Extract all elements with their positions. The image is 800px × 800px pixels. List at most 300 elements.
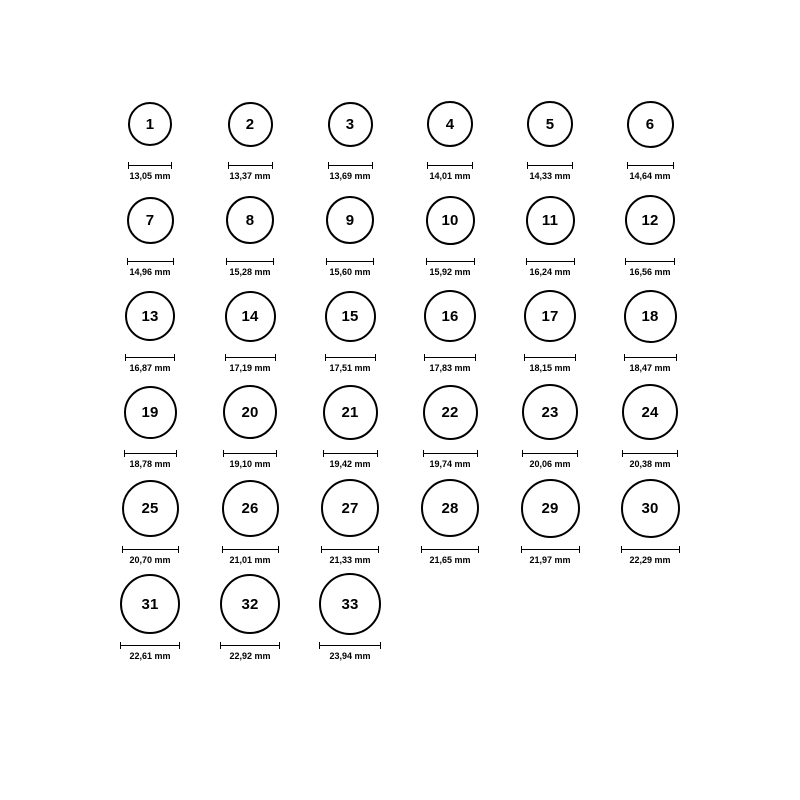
dimension-cap-left bbox=[521, 546, 522, 553]
dimension-cap-right bbox=[378, 546, 379, 553]
ring-dimension-group bbox=[300, 546, 400, 565]
ring-diameter-label: 16,56 mm bbox=[629, 267, 671, 277]
dimension-line-icon bbox=[321, 546, 379, 553]
dimension-cap-left bbox=[622, 450, 623, 457]
dimension-cap-right bbox=[272, 162, 273, 169]
ring-diameter-label: 16,87 mm bbox=[129, 363, 171, 373]
dimension-cap-left bbox=[423, 450, 424, 457]
dimension-bar bbox=[321, 549, 379, 550]
dimension-cap-left bbox=[321, 546, 322, 553]
ring-size-number: 27 bbox=[341, 499, 359, 517]
ring-size-cell bbox=[400, 88, 500, 184]
dimension-cap-right bbox=[377, 450, 378, 457]
ring-circle-wrap bbox=[421, 472, 479, 544]
ring-circle-wrap bbox=[522, 376, 578, 448]
ring-size-cell bbox=[500, 376, 600, 472]
ring-dimension-group bbox=[400, 258, 500, 277]
ring-circle bbox=[426, 196, 475, 245]
ring-circle bbox=[226, 196, 274, 244]
dimension-cap-left bbox=[319, 642, 320, 649]
ring-dimension-group bbox=[200, 354, 300, 373]
dimension-cap-left bbox=[128, 162, 129, 169]
dimension-cap-left bbox=[122, 546, 123, 553]
ring-size-number: 14 bbox=[241, 307, 259, 325]
dimension-cap-left bbox=[222, 546, 223, 553]
dimension-cap-left bbox=[328, 162, 329, 169]
dimension-cap-right bbox=[179, 642, 180, 649]
ring-dimension-group bbox=[600, 450, 700, 469]
ring-dimension-group bbox=[200, 258, 300, 277]
ring-dimension-group bbox=[300, 450, 400, 469]
ring-size-number: 31 bbox=[141, 595, 159, 613]
dimension-line-icon bbox=[426, 258, 475, 265]
ring-size-cell bbox=[300, 376, 400, 472]
ring-circle bbox=[223, 385, 277, 439]
dimension-cap-right bbox=[574, 258, 575, 265]
ring-size-cell bbox=[100, 280, 200, 376]
dimension-line-icon bbox=[120, 642, 180, 649]
ring-size-cell bbox=[200, 568, 300, 664]
dimension-cap-left bbox=[125, 354, 126, 361]
ring-diameter-label: 19,74 mm bbox=[429, 459, 471, 469]
ring-size-number: 1 bbox=[145, 115, 155, 133]
ring-size-number: 32 bbox=[241, 595, 259, 613]
ring-size-number: 22 bbox=[441, 403, 459, 421]
ring-circle-wrap bbox=[325, 280, 376, 352]
ring-size-number: 25 bbox=[141, 499, 159, 517]
ring-circle bbox=[524, 290, 576, 342]
ring-diameter-label: 20,38 mm bbox=[629, 459, 671, 469]
ring-diameter-label: 15,92 mm bbox=[429, 267, 471, 277]
dimension-bar bbox=[625, 261, 675, 262]
ring-size-cell bbox=[100, 88, 200, 184]
dimension-bar bbox=[427, 165, 473, 166]
ring-circle bbox=[624, 290, 677, 343]
ring-dimension-group bbox=[100, 642, 200, 661]
ring-size-number: 33 bbox=[341, 595, 359, 613]
ring-diameter-label: 14,33 mm bbox=[529, 171, 571, 181]
ring-size-cell bbox=[600, 184, 700, 280]
ring-circle-wrap bbox=[624, 280, 677, 352]
ring-size-number: 26 bbox=[241, 499, 259, 517]
dimension-cap-right bbox=[674, 258, 675, 265]
ring-size-number: 21 bbox=[341, 403, 359, 421]
dimension-cap-left bbox=[226, 258, 227, 265]
ring-circle bbox=[120, 574, 180, 634]
ring-dimension-group bbox=[300, 642, 400, 661]
ring-circle bbox=[220, 574, 280, 634]
dimension-bar bbox=[128, 165, 172, 166]
ring-size-number: 10 bbox=[441, 211, 459, 229]
ring-size-number: 12 bbox=[641, 211, 659, 229]
dimension-bar bbox=[222, 549, 279, 550]
ring-diameter-label: 21,65 mm bbox=[429, 555, 471, 565]
dimension-cap-right bbox=[474, 258, 475, 265]
ring-diameter-label: 14,96 mm bbox=[129, 267, 171, 277]
ring-dimension-group bbox=[400, 546, 500, 565]
ring-dimension-group bbox=[300, 258, 400, 277]
dimension-cap-right bbox=[373, 258, 374, 265]
dimension-line-icon bbox=[625, 258, 675, 265]
ring-circle-wrap bbox=[521, 472, 580, 544]
ring-dimension-group bbox=[500, 162, 600, 181]
ring-size-number: 15 bbox=[341, 307, 359, 325]
ring-dimension-group bbox=[600, 162, 700, 181]
ring-diameter-label: 20,06 mm bbox=[529, 459, 571, 469]
ring-circle bbox=[124, 386, 177, 439]
ring-size-cell bbox=[100, 472, 200, 568]
dimension-cap-right bbox=[276, 450, 277, 457]
ring-size-number: 24 bbox=[641, 403, 659, 421]
ring-dimension-group bbox=[600, 354, 700, 373]
ring-dimension-group bbox=[200, 162, 300, 181]
ring-size-number: 29 bbox=[541, 499, 559, 517]
dimension-line-icon bbox=[125, 354, 175, 361]
ring-size-cell bbox=[300, 184, 400, 280]
ring-diameter-label: 22,92 mm bbox=[229, 651, 271, 661]
ring-diameter-label: 13,05 mm bbox=[129, 171, 171, 181]
ring-size-number: 6 bbox=[645, 115, 655, 133]
dimension-cap-right bbox=[275, 354, 276, 361]
dimension-cap-right bbox=[575, 354, 576, 361]
dimension-cap-left bbox=[426, 258, 427, 265]
ring-circle-wrap bbox=[426, 184, 475, 256]
dimension-cap-right bbox=[380, 642, 381, 649]
ring-circle bbox=[122, 480, 179, 537]
dimension-cap-left bbox=[527, 162, 528, 169]
ring-circle bbox=[128, 102, 172, 146]
ring-circle-wrap bbox=[228, 88, 273, 160]
dimension-cap-left bbox=[625, 258, 626, 265]
ring-dimension-group bbox=[500, 354, 600, 373]
dimension-cap-left bbox=[127, 258, 128, 265]
dimension-line-icon bbox=[526, 258, 575, 265]
ring-circle-wrap bbox=[527, 88, 573, 160]
ring-size-cell bbox=[300, 568, 400, 664]
ring-circle bbox=[625, 195, 675, 245]
ring-size-cell bbox=[200, 376, 300, 472]
dimension-cap-left bbox=[220, 642, 221, 649]
ring-size-number: 7 bbox=[145, 211, 155, 229]
dimension-line-icon bbox=[222, 546, 279, 553]
ring-circle-wrap bbox=[319, 568, 381, 640]
ring-circle-wrap bbox=[321, 472, 379, 544]
dimension-line-icon bbox=[127, 258, 174, 265]
dimension-cap-left bbox=[621, 546, 622, 553]
ring-circle bbox=[325, 291, 376, 342]
ring-size-cell bbox=[600, 280, 700, 376]
ring-circle-wrap bbox=[622, 376, 678, 448]
dimension-bar bbox=[325, 357, 376, 358]
dimension-line-icon bbox=[323, 450, 378, 457]
dimension-line-icon bbox=[128, 162, 172, 169]
dimension-line-icon bbox=[521, 546, 580, 553]
dimension-bar bbox=[521, 549, 580, 550]
ring-circle bbox=[125, 291, 175, 341]
ring-dimension-group bbox=[200, 642, 300, 661]
dimension-cap-right bbox=[171, 162, 172, 169]
ring-size-cell bbox=[300, 280, 400, 376]
dimension-line-icon bbox=[524, 354, 576, 361]
dimension-bar bbox=[319, 645, 381, 646]
dimension-bar bbox=[627, 165, 674, 166]
dimension-bar bbox=[522, 453, 578, 454]
ring-circle-wrap bbox=[120, 568, 180, 640]
ring-diameter-label: 19,42 mm bbox=[329, 459, 371, 469]
dimension-cap-left bbox=[624, 354, 625, 361]
dimension-line-icon bbox=[124, 450, 177, 457]
ring-size-cell bbox=[600, 376, 700, 472]
ring-circle-wrap bbox=[124, 376, 177, 448]
ring-diameter-label: 14,01 mm bbox=[429, 171, 471, 181]
ring-diameter-label: 17,83 mm bbox=[429, 363, 471, 373]
ring-dimension-group bbox=[100, 258, 200, 277]
dimension-cap-right bbox=[677, 450, 678, 457]
ring-size-cell bbox=[400, 472, 500, 568]
ring-diameter-label: 17,51 mm bbox=[329, 363, 371, 373]
dimension-cap-left bbox=[421, 546, 422, 553]
ring-circle bbox=[622, 384, 678, 440]
ring-size-number: 18 bbox=[641, 307, 659, 325]
ring-size-cell bbox=[100, 376, 200, 472]
ring-circle bbox=[127, 197, 174, 244]
dimension-bar bbox=[225, 357, 276, 358]
ring-dimension-group bbox=[400, 162, 500, 181]
ring-dimension-group bbox=[300, 162, 400, 181]
ring-size-number: 9 bbox=[345, 211, 355, 229]
ring-circle-wrap bbox=[621, 472, 680, 544]
ring-circle-wrap bbox=[526, 184, 575, 256]
dimension-bar bbox=[326, 261, 374, 262]
dimension-cap-right bbox=[278, 546, 279, 553]
ring-circle bbox=[228, 102, 273, 147]
ring-circle-wrap bbox=[225, 280, 276, 352]
ring-size-number: 30 bbox=[641, 499, 659, 517]
ring-diameter-label: 23,94 mm bbox=[329, 651, 371, 661]
ring-diameter-label: 18,15 mm bbox=[529, 363, 571, 373]
ring-circle bbox=[527, 101, 573, 147]
ring-circle-wrap bbox=[423, 376, 478, 448]
dimension-cap-left bbox=[228, 162, 229, 169]
ring-size-cell bbox=[600, 472, 700, 568]
ring-circle-wrap bbox=[122, 472, 179, 544]
dimension-line-icon bbox=[228, 162, 273, 169]
ring-circle-wrap bbox=[127, 184, 174, 256]
dimension-cap-right bbox=[676, 354, 677, 361]
dimension-cap-right bbox=[176, 450, 177, 457]
ring-diameter-label: 19,10 mm bbox=[229, 459, 271, 469]
ring-size-cell bbox=[100, 184, 200, 280]
dimension-cap-left bbox=[225, 354, 226, 361]
ring-size-cell bbox=[200, 280, 300, 376]
ring-circle bbox=[225, 291, 276, 342]
ring-circle bbox=[326, 196, 374, 244]
ring-circle-wrap bbox=[128, 88, 172, 160]
ring-circle-wrap bbox=[326, 184, 374, 256]
dimension-line-icon bbox=[325, 354, 376, 361]
dimension-cap-left bbox=[427, 162, 428, 169]
dimension-cap-left bbox=[124, 450, 125, 457]
dimension-line-icon bbox=[328, 162, 373, 169]
ring-diameter-label: 13,37 mm bbox=[229, 171, 271, 181]
ring-size-cell bbox=[300, 88, 400, 184]
dimension-bar bbox=[526, 261, 575, 262]
dimension-cap-left bbox=[120, 642, 121, 649]
dimension-line-icon bbox=[424, 354, 476, 361]
dimension-line-icon bbox=[220, 642, 280, 649]
dimension-bar bbox=[120, 645, 180, 646]
ring-size-number: 17 bbox=[541, 307, 559, 325]
dimension-cap-left bbox=[627, 162, 628, 169]
ring-circle bbox=[323, 385, 378, 440]
dimension-cap-right bbox=[478, 546, 479, 553]
ring-diameter-label: 15,28 mm bbox=[229, 267, 271, 277]
dimension-cap-left bbox=[325, 354, 326, 361]
dimension-cap-right bbox=[173, 258, 174, 265]
dimension-cap-left bbox=[424, 354, 425, 361]
ring-circle-wrap bbox=[328, 88, 373, 160]
ring-circle bbox=[521, 479, 580, 538]
ring-diameter-label: 20,70 mm bbox=[129, 555, 171, 565]
dimension-cap-left bbox=[323, 450, 324, 457]
dimension-bar bbox=[220, 645, 280, 646]
dimension-bar bbox=[328, 165, 373, 166]
dimension-cap-right bbox=[273, 258, 274, 265]
dimension-bar bbox=[524, 357, 576, 358]
dimension-bar bbox=[127, 261, 174, 262]
dimension-cap-left bbox=[522, 450, 523, 457]
dimension-line-icon bbox=[427, 162, 473, 169]
dimension-cap-left bbox=[524, 354, 525, 361]
ring-size-number: 2 bbox=[245, 115, 255, 133]
dimension-cap-right bbox=[577, 450, 578, 457]
ring-size-number: 11 bbox=[541, 211, 559, 229]
ring-circle-wrap bbox=[625, 184, 675, 256]
ring-size-cell bbox=[100, 568, 200, 664]
dimension-line-icon bbox=[527, 162, 573, 169]
ring-circle-wrap bbox=[223, 376, 277, 448]
dimension-cap-right bbox=[679, 546, 680, 553]
dimension-cap-right bbox=[178, 546, 179, 553]
dimension-line-icon bbox=[326, 258, 374, 265]
ring-dimension-group bbox=[500, 546, 600, 565]
dimension-line-icon bbox=[226, 258, 274, 265]
ring-diameter-label: 22,61 mm bbox=[129, 651, 171, 661]
dimension-bar bbox=[621, 549, 680, 550]
ring-circle bbox=[423, 385, 478, 440]
dimension-line-icon bbox=[421, 546, 479, 553]
dimension-cap-right bbox=[673, 162, 674, 169]
dimension-cap-right bbox=[477, 450, 478, 457]
dimension-line-icon bbox=[423, 450, 478, 457]
dimension-cap-right bbox=[472, 162, 473, 169]
ring-diameter-label: 22,29 mm bbox=[629, 555, 671, 565]
ring-dimension-group bbox=[200, 546, 300, 565]
dimension-cap-right bbox=[279, 642, 280, 649]
ring-size-cell bbox=[400, 184, 500, 280]
dimension-bar bbox=[624, 357, 677, 358]
ring-size-number: 8 bbox=[245, 211, 255, 229]
dimension-cap-right bbox=[572, 162, 573, 169]
ring-dimension-group bbox=[200, 450, 300, 469]
dimension-line-icon bbox=[621, 546, 680, 553]
dimension-bar bbox=[223, 453, 277, 454]
ring-circle-wrap bbox=[226, 184, 274, 256]
ring-circle bbox=[621, 479, 680, 538]
ring-diameter-label: 14,64 mm bbox=[629, 171, 671, 181]
dimension-bar bbox=[527, 165, 573, 166]
ring-size-cell bbox=[200, 184, 300, 280]
ring-size-cell bbox=[500, 472, 600, 568]
dimension-bar bbox=[424, 357, 476, 358]
ring-diameter-label: 21,97 mm bbox=[529, 555, 571, 565]
ring-diameter-label: 16,24 mm bbox=[529, 267, 571, 277]
ring-diameter-label: 15,60 mm bbox=[329, 267, 371, 277]
dimension-cap-right bbox=[174, 354, 175, 361]
dimension-bar bbox=[226, 261, 274, 262]
dimension-line-icon bbox=[622, 450, 678, 457]
dimension-bar bbox=[421, 549, 479, 550]
ring-size-number: 3 bbox=[345, 115, 355, 133]
dimension-line-icon bbox=[319, 642, 381, 649]
ring-size-number: 20 bbox=[241, 403, 259, 421]
ring-circle bbox=[328, 102, 373, 147]
ring-size-cell bbox=[500, 280, 600, 376]
ring-diameter-label: 17,19 mm bbox=[229, 363, 271, 373]
ring-dimension-group bbox=[100, 546, 200, 565]
ring-circle bbox=[321, 479, 379, 537]
dimension-line-icon bbox=[627, 162, 674, 169]
ring-dimension-group bbox=[600, 546, 700, 565]
ring-dimension-group bbox=[600, 258, 700, 277]
dimension-cap-right bbox=[579, 546, 580, 553]
ring-circle bbox=[522, 384, 578, 440]
ring-size-number: 13 bbox=[141, 307, 159, 325]
dimension-line-icon bbox=[122, 546, 179, 553]
ring-dimension-group bbox=[400, 354, 500, 373]
ring-circle bbox=[427, 101, 473, 147]
ring-dimension-group bbox=[100, 354, 200, 373]
dimension-cap-right bbox=[375, 354, 376, 361]
ring-diameter-label: 18,78 mm bbox=[129, 459, 171, 469]
dimension-bar bbox=[124, 453, 177, 454]
ring-circle-wrap bbox=[220, 568, 280, 640]
ring-size-cell bbox=[500, 184, 600, 280]
dimension-bar bbox=[323, 453, 378, 454]
ring-circle-wrap bbox=[524, 280, 576, 352]
ring-circle bbox=[526, 196, 575, 245]
ring-circle-wrap bbox=[125, 280, 175, 352]
dimension-bar bbox=[423, 453, 478, 454]
ring-circle bbox=[421, 479, 479, 537]
ring-diameter-label: 21,01 mm bbox=[229, 555, 271, 565]
dimension-bar bbox=[622, 453, 678, 454]
dimension-line-icon bbox=[624, 354, 677, 361]
dimension-bar bbox=[122, 549, 179, 550]
dimension-cap-left bbox=[526, 258, 527, 265]
ring-circle-wrap bbox=[627, 88, 674, 160]
ring-size-cell bbox=[400, 376, 500, 472]
ring-size-cell bbox=[200, 88, 300, 184]
dimension-bar bbox=[426, 261, 475, 262]
ring-dimension-group bbox=[400, 450, 500, 469]
dimension-cap-left bbox=[326, 258, 327, 265]
ring-size-number: 19 bbox=[141, 403, 159, 421]
ring-size-cell bbox=[300, 472, 400, 568]
dimension-bar bbox=[228, 165, 273, 166]
ring-circle-wrap bbox=[424, 280, 476, 352]
ring-dimension-group bbox=[100, 162, 200, 181]
